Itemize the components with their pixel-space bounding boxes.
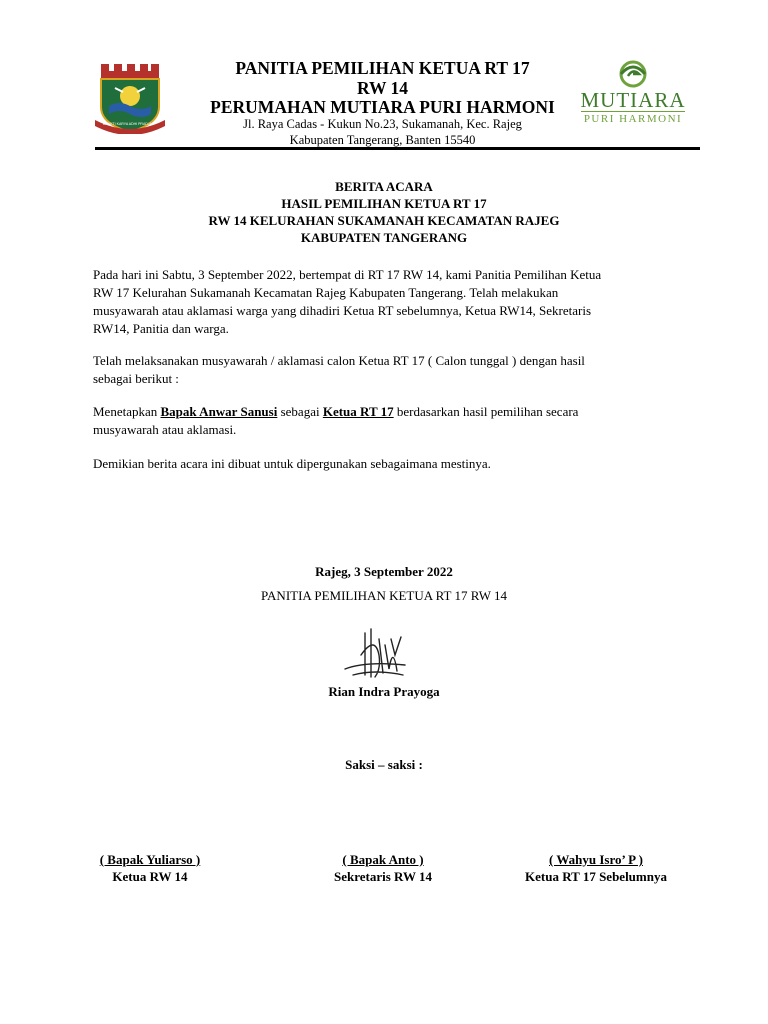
paragraph-deliberation-line: sebagai berikut :: [93, 371, 179, 386]
witness-3: [496, 851, 696, 885]
witness-name: ( Wahyu Isro’ P ): [549, 852, 643, 867]
witness-role: Sekretaris RW 14: [333, 869, 432, 884]
elected-name: Bapak Anwar Sanusi: [160, 404, 278, 419]
elected-role: Ketua RT 17: [322, 404, 394, 419]
logo-divider: [581, 111, 685, 112]
committee-name: PANITIA PEMILIHAN KETUA RT 17 RW 14: [261, 588, 507, 603]
doc-title-line-1: BERITA ACARA: [335, 179, 433, 194]
paragraph-opening-line: RW 17 Kelurahan Sukamanah Kecamatan Rajeg Kabupaten Tangerang. Telah melakukan: [93, 285, 559, 300]
header-address-line-1: Jl. Raya Cadas - Kukun No.23, Sukamanah, Kec. Rajeg: [243, 117, 522, 131]
header-address-line-2: Kabupaten Tangerang, Banten 15540: [289, 133, 476, 147]
seal-motto: BHAKTI KARYA ADHI PRADJA: [103, 122, 152, 126]
header-divider: [95, 147, 700, 150]
paragraph-opening-line: Pada hari ini Sabtu, 3 September 2022, bertempat di RT 17 RW 14, kami Panitia Pemilihan Ketua: [93, 267, 602, 282]
handwritten-signature: [335, 625, 415, 685]
mutiara-puri-harmoni-logo: [573, 58, 693, 128]
header-rw: RW 14: [356, 78, 409, 98]
place-date: Rajeg, 3 September 2022: [315, 564, 453, 579]
header-committee-title: PANITIA PEMILIHAN KETUA RT 17: [235, 58, 530, 78]
paragraph-opening: [93, 266, 683, 338]
paragraph-decision: [93, 403, 683, 439]
header-housing-name: PERUMAHAN MUTIARA PURI HARMONI: [210, 97, 555, 117]
logo-subtitle: PURI HARMONI: [583, 113, 683, 125]
decision-middle: sebagai: [277, 404, 323, 419]
paragraph-opening-line: RW14, Panitia dan warga.: [93, 321, 229, 336]
doc-title-line-3: RW 14 KELURAHAN SUKAMANAH KECAMATAN RAJEG: [208, 213, 560, 228]
decision-prefix: Menetapkan: [93, 404, 161, 419]
doc-title-line-2: HASIL PEMILIHAN KETUA RT 17: [281, 196, 487, 211]
witnesses-heading: Saksi – saksi :: [345, 757, 423, 772]
witness-role: Ketua RT 17 Sebelumnya: [525, 869, 667, 884]
witness-name: ( Bapak Yuliarso ): [99, 852, 201, 867]
decision-line-2: musyawarah atau aklamasi.: [93, 422, 237, 437]
witness-2: [283, 851, 483, 885]
decision-suffix: berdasarkan hasil pemilihan secara: [393, 404, 579, 419]
signer-name: Rian Indra Prayoga: [328, 684, 440, 699]
witness-name: ( Bapak Anto ): [342, 852, 424, 867]
kabupaten-tangerang-seal-logo: [95, 62, 165, 134]
paragraph-deliberation-line: Telah melaksanakan musyawarah / aklamasi calon Ketua RT 17 ( Calon tunggal ) dengan hasil: [93, 353, 585, 368]
logo-title: MUTIARA: [580, 88, 686, 112]
paragraph-closing: Demikian berita acara ini dibuat untuk dipergunakan sebagaimana mestinya.: [93, 456, 491, 471]
doc-title-line-4: KABUPATEN TANGERANG: [300, 230, 468, 245]
paragraph-opening-line: musyawarah atau aklamasi warga yang dihadiri Ketua RT sebelumnya, Ketua RW14, Sekretaris: [93, 303, 592, 318]
paragraph-deliberation: [93, 352, 683, 388]
witness-1: [50, 851, 250, 885]
witness-role: Ketua RW 14: [112, 869, 188, 884]
